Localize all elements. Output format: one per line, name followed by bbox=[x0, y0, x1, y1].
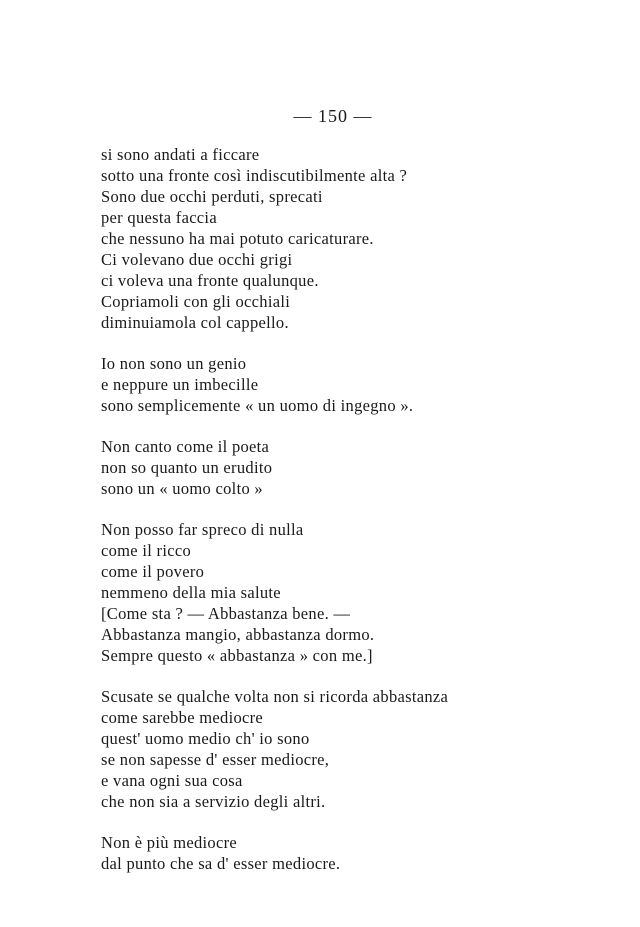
stanza-4 bbox=[101, 519, 621, 666]
stanza-2 bbox=[101, 353, 621, 416]
poem-line: Ci volevano due occhi grigi bbox=[101, 250, 293, 269]
poem-line: Non canto come il poeta bbox=[101, 437, 270, 456]
poem-line: dal punto che sa d' esser mediocre. bbox=[101, 854, 341, 873]
poem-line: se non sapesse d' esser mediocre, bbox=[101, 750, 330, 769]
stanza-1 bbox=[101, 144, 621, 333]
stanza-3 bbox=[101, 436, 621, 499]
poem-line: e neppure un imbecille bbox=[101, 375, 259, 394]
poem-line: e vana ogni sua cosa bbox=[101, 771, 243, 790]
poem-line: sono un « uomo colto » bbox=[101, 479, 263, 498]
poem-line: per questa faccia bbox=[101, 208, 217, 227]
poem-line: diminuiamola col cappello. bbox=[101, 313, 289, 332]
page-number: — 150 — bbox=[293, 106, 373, 126]
poem-line: ci voleva una fronte qualunque. bbox=[101, 271, 319, 290]
poem-line: Non posso far spreco di nulla bbox=[101, 520, 304, 539]
poem-line: Abbastanza mangio, abbastanza dormo. bbox=[101, 625, 375, 644]
poem-line: Scusate se qualche volta non si ricorda abbastanza bbox=[101, 687, 449, 706]
poem-line: Sono due occhi perduti, sprecati bbox=[101, 187, 323, 206]
poem-line: Non è più mediocre bbox=[101, 833, 237, 852]
poem-line: che nessuno ha mai potuto caricaturare. bbox=[101, 229, 374, 248]
poem-line: nemmeno della mia salute bbox=[101, 583, 281, 602]
poem-body bbox=[101, 144, 621, 894]
poem-line: come il povero bbox=[101, 562, 205, 581]
poem-line: sotto una fronte così indiscutibilmente alta ? bbox=[101, 166, 408, 185]
poem-line: si sono andati a ficcare bbox=[101, 145, 260, 164]
poem-line: quest' uomo medio ch' io sono bbox=[101, 729, 310, 748]
poem-line: Sempre questo « abbastanza » con me.] bbox=[101, 646, 373, 665]
poem-line: sono semplicemente « un uomo di ingegno ». bbox=[101, 396, 414, 415]
poem-line: non so quanto un erudito bbox=[101, 458, 273, 477]
poem-line: Io non sono un genio bbox=[101, 354, 247, 373]
poem-line: come il ricco bbox=[101, 541, 192, 560]
poem-line: come sarebbe mediocre bbox=[101, 708, 264, 727]
poem-line: Copriamoli con gli occhiali bbox=[101, 292, 291, 311]
poem-line: [Come sta ? — Abbastanza bene. — bbox=[101, 604, 351, 623]
poem-line: che non sia a servizio degli altri. bbox=[101, 792, 326, 811]
stanza-6 bbox=[101, 832, 621, 874]
stanza-5 bbox=[101, 686, 621, 812]
